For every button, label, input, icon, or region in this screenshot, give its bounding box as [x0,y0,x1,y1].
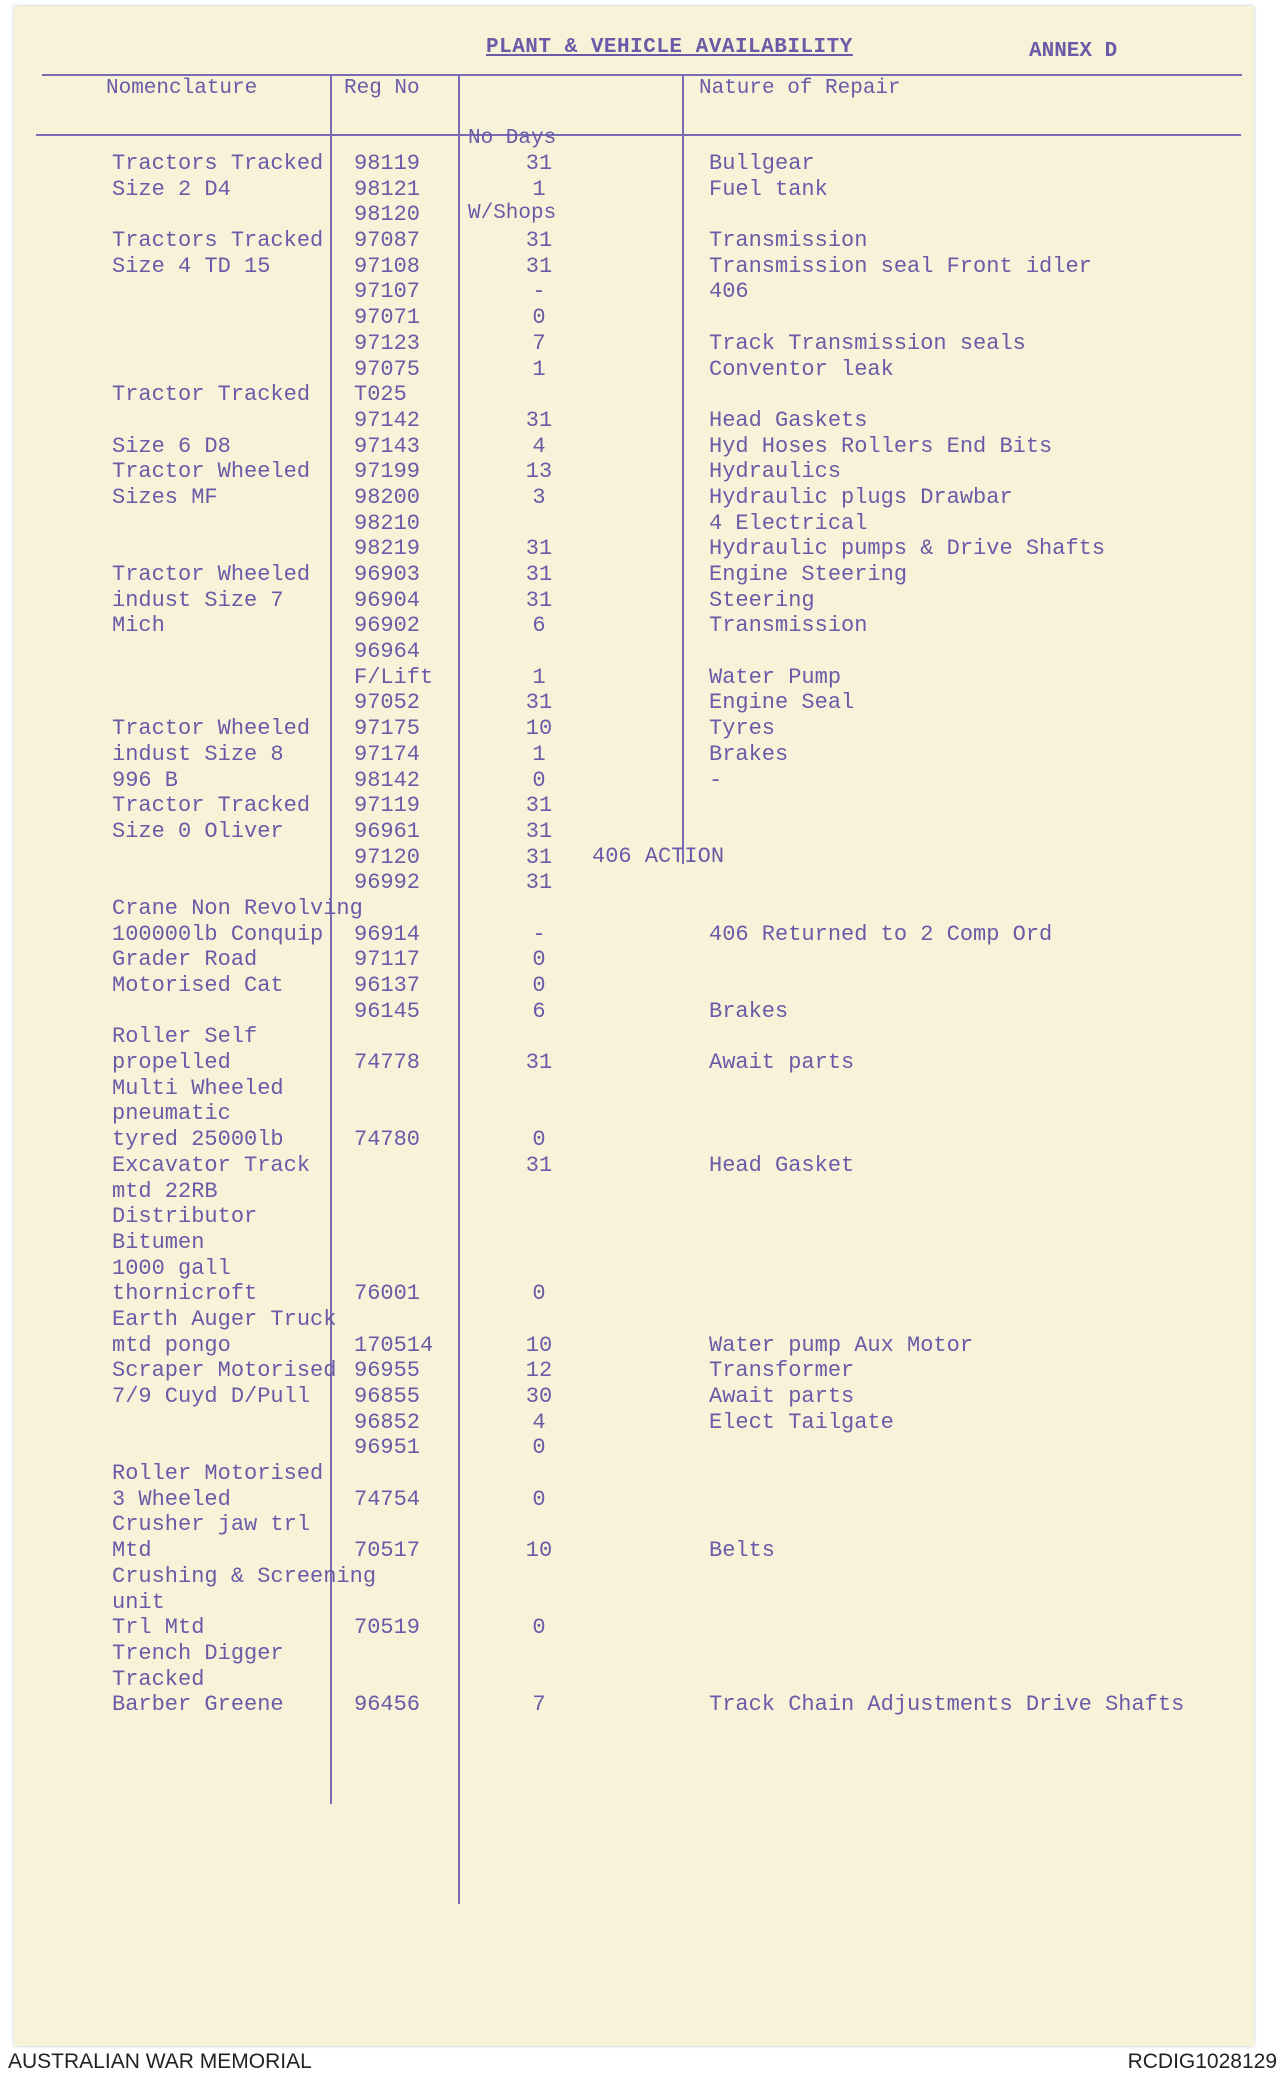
reg-no-cell: 97174 [354,741,421,767]
repair-cell [709,1281,1269,1307]
nomenclature-cell [112,279,337,305]
days-cell: 0 [532,1435,546,1461]
days-cell: 0 [532,1281,546,1307]
days-cell: 31 [525,228,553,254]
nomenclature-cell [112,639,337,665]
nomenclature-cell: Tractors Tracked [112,151,324,176]
reg-no-cell: 96951 [354,1435,421,1461]
days-cell: 1 [532,664,546,690]
nomenclature-cell: mtd 22RB [112,1178,218,1204]
repair-cell [709,1127,1269,1153]
nomenclature-cell [112,357,337,383]
nomenclature-cell: mtd pongo [112,1332,231,1358]
repair-cell: 406 [709,279,749,305]
days-cell: 0 [532,305,546,331]
nomenclature-cell: Crushing & Screening [112,1563,377,1589]
days-cell [519,896,559,922]
nomenclature-cell: 996 B [112,767,179,793]
reg-no-cell: 170514 [354,1332,434,1358]
reg-no-cell: 98142 [354,767,421,793]
nomenclature-cell: Tractor Wheeled [112,562,311,587]
repair-cell: Water pump Aux Motor [709,1332,974,1358]
nomenclature-cell: 1000 gall [112,1255,231,1281]
days-cell: 31 [525,151,553,176]
nomenclature-cell: Size 0 Oliver [112,818,284,844]
reg-no-cell: 97142 [354,407,421,433]
nomenclature-cell: 100000lb Conquip [112,921,324,947]
repair-cell: Transmission [709,613,868,639]
days-cell: 0 [532,1615,546,1641]
days-cell: 31 [525,793,553,819]
repair-cell: Await parts [709,1050,855,1076]
days-cell: 6 [532,998,546,1024]
reg-no-cell: 96955 [354,1358,421,1384]
repair-cell [709,1590,1269,1616]
days-cell: 4 [532,433,546,459]
reg-no-cell: 70517 [354,1538,421,1564]
nomenclature-cell [112,690,337,716]
nomenclature-cell: Earth Auger Truck [112,1306,337,1332]
reg-no-cell: 97107 [354,279,421,305]
repair-cell [709,1435,1269,1461]
nomenclature-cell [112,331,337,357]
reg-no-cell: 97119 [354,793,421,819]
reg-no-cell: 98120 [354,202,421,228]
days-cell: 7 [532,1692,546,1718]
days-cell [519,1667,559,1693]
days-cell: 0 [532,767,546,793]
reg-no-cell: 96855 [354,1384,421,1409]
repair-cell: Elect Tailgate [709,1409,894,1435]
repair-cell: Track Chain Adjustments Drive Shafts [709,1692,1185,1718]
repair-cell [709,1256,1269,1282]
days-cell: 31 [525,690,553,716]
repair-cell [709,1101,1269,1127]
days-cell: 4 [532,1409,546,1435]
nomenclature-cell: Tractor Tracked [112,382,311,408]
days-cell: 31 [525,587,553,613]
nomenclature-cell: Motorised Cat [112,973,284,998]
repair-cell [709,1487,1269,1513]
reg-no-cell: 97123 [354,330,421,356]
repair-cell [709,1307,1269,1333]
reg-no-cell [354,1230,474,1256]
nomenclature-cell: Tracked [112,1666,205,1692]
days-cell: 6 [532,613,546,639]
reg-no-cell: 97052 [354,690,421,716]
reg-no-cell [354,1204,474,1230]
reg-no-cell: 96903 [354,562,421,587]
nomenclature-cell [112,870,337,896]
action-annotation: 406 ACTION [592,844,725,869]
days-cell: 0 [532,947,546,973]
days-cell: - [532,921,546,947]
repair-cell [709,1204,1269,1230]
header-nature-of-repair: Nature of Repair [699,77,901,100]
repair-cell [709,305,1269,331]
repair-cell [709,973,1269,999]
repair-cell: Bullgear [709,151,815,176]
reg-no-cell: 96914 [354,921,421,947]
header-reg-no: Reg No [344,77,420,100]
days-cell [519,1590,559,1616]
repair-cell: Track Transmission seals [709,330,1026,356]
repair-cell [709,1667,1269,1693]
days-cell: - [532,279,546,305]
reg-no-cell: 97143 [354,433,421,459]
reg-no-cell: 96145 [354,998,421,1024]
repair-cell: 4 Electrical [709,510,868,536]
reg-no-cell: 97075 [354,356,421,382]
reg-no-cell: 97117 [354,947,421,973]
repair-cell: Hydraulic plugs Drawbar [709,484,1013,510]
days-cell [519,202,559,228]
reg-no-cell: F/Lift [354,664,434,690]
header-nomenclature: Nomenclature [106,77,258,100]
nomenclature-cell: indust Size 8 [112,741,284,767]
reg-no-cell [354,1512,474,1538]
repair-cell [709,1230,1269,1256]
nomenclature-cell [112,1410,337,1436]
repair-cell: Hydraulic pumps & Drive Shafts [709,536,1106,562]
repair-cell: Transformer [709,1358,855,1384]
days-column [519,151,559,1718]
nomenclature-cell: Sizes MF [112,484,218,510]
repair-cell: Brakes [709,998,789,1024]
reg-no-cell [354,1076,474,1102]
reg-no-cell: 96992 [354,870,421,896]
nomenclature-cell: Trench Digger [112,1640,284,1666]
nomenclature-cell [112,408,337,434]
days-cell [519,382,559,408]
days-cell: 31 [525,536,553,562]
reg-no-cell: 98121 [354,176,421,202]
days-cell: 7 [532,330,546,356]
nomenclature-cell: 3 Wheeled [112,1486,231,1512]
days-cell: 10 [525,1538,553,1564]
nomenclature-cell: indust Size 7 [112,587,284,613]
repair-cell: Steering [709,587,815,613]
document-title: PLANT & VEHICLE AVAILABILITY [486,36,853,59]
nomenclature-cell: Tractor Tracked [112,793,311,819]
nomenclature-cell: Multi Wheeled [112,1075,284,1101]
days-cell [519,1230,559,1256]
nomenclature-cell [112,845,337,871]
repair-cell [709,1615,1269,1641]
reg-no-cell [354,896,474,922]
nomenclature-cell: Size 2 D4 [112,176,231,202]
reg-no-cell: 74754 [354,1486,421,1512]
nomenclature-cell: Mtd [112,1538,152,1564]
reg-no-cell [354,1564,474,1590]
column-divider-3 [682,74,684,864]
reg-no-cell: 98219 [354,536,421,562]
reg-no-cell: 97108 [354,253,421,279]
repair-cell [709,1461,1269,1487]
repair-cell: Engine Seal [709,690,855,716]
nomenclature-cell: Tractor Wheeled [112,459,311,485]
repair-cell: Await parts [709,1384,855,1409]
days-cell: 3 [532,484,546,510]
nomenclature-cell [112,999,337,1025]
reg-no-cell: 97087 [354,228,421,254]
nomenclature-cell: Scraper Motorised [112,1358,337,1384]
nomenclature-cell [112,511,337,537]
reg-no-cell [354,1153,474,1179]
days-cell: 30 [525,1384,553,1409]
annex-label: ANNEX D [1029,40,1118,63]
repair-cell: Hydraulics [709,459,842,485]
reg-no-cell: 96902 [354,613,421,639]
reg-no-cell: T025 [354,382,407,408]
days-cell: 13 [525,459,553,485]
reg-no-cell: 96964 [354,639,421,665]
reg-no-cell: 97071 [354,305,421,331]
reg-no-cell: 96456 [354,1692,421,1718]
nomenclature-cell: Tractor Wheeled [112,716,311,742]
reg-no-cell: 97175 [354,716,421,742]
days-cell [519,1179,559,1205]
nomenclature-cell: Roller Self [112,1024,258,1050]
days-cell: 31 [525,407,553,433]
repair-cell [709,1179,1269,1205]
nomenclature-cell [112,202,337,228]
reg-no-cell: 98210 [354,510,421,536]
repair-cell: - [709,767,723,793]
nomenclature-cell: Crane Non Revolving [112,895,363,921]
days-cell [519,1564,559,1590]
repair-cell [709,382,1269,408]
reg-no-cell: 96137 [354,973,421,998]
repair-cell: Brakes [709,741,789,767]
nomenclature-cell: 7/9 Cuyd D/Pull [112,1384,311,1409]
reg-no-cell [354,1256,474,1282]
days-cell: 0 [532,1486,546,1512]
reg-no-cell [354,1307,474,1333]
reg-no-cell: 96961 [354,818,421,844]
footer-left: AUSTRALIAN WAR MEMORIAL [8,2050,312,2073]
days-cell: 31 [525,818,553,844]
reg-no-cell: 97120 [354,844,421,870]
repair-cell: Head Gaskets [709,407,868,433]
days-cell: 1 [532,356,546,382]
repair-cell: Tyres [709,716,776,742]
repair-cell: Water Pump [709,664,842,690]
repair-cell [709,819,1269,845]
nomenclature-cell [112,305,337,331]
nomenclature-cell: Excavator Track [112,1152,311,1178]
days-cell: 10 [525,1332,553,1358]
nomenclature-cell: tyred 25000lb [112,1127,284,1153]
repair-cell [709,896,1269,922]
nature-of-repair-column [709,151,1269,1718]
days-cell: 31 [525,870,553,896]
repair-cell [709,1564,1269,1590]
days-cell [519,1307,559,1333]
reg-no-cell: 74780 [354,1127,421,1153]
reg-no-cell: 96852 [354,1409,421,1435]
nomenclature-cell: Tractors Tracked [112,228,324,254]
nomenclature-cell: Distributor [112,1204,258,1230]
days-cell: 1 [532,741,546,767]
nomenclature-cell: thornicroft [112,1281,258,1307]
days-cell: 0 [532,973,546,998]
reg-no-cell: 76001 [354,1281,421,1307]
repair-cell: Head Gasket [709,1152,855,1178]
days-cell [519,639,559,665]
footer-right: RCDIG1028129 [1127,2050,1277,2073]
reg-no-cell [354,1461,474,1487]
nomenclature-cell: Bitumen [112,1229,205,1255]
days-cell [519,1256,559,1282]
nomenclature-cell: unit [112,1589,165,1615]
reg-no-cell: 98119 [354,151,421,176]
days-cell [519,1204,559,1230]
reg-no-cell [354,1024,474,1050]
repair-cell [709,639,1269,665]
days-cell: 31 [525,1050,553,1076]
repair-cell [709,845,1269,871]
days-cell: 12 [525,1358,553,1384]
nomenclature-cell: Size 6 D8 [112,433,231,459]
header-bottom-rule [36,134,1241,136]
reg-no-cell [354,1179,474,1205]
nomenclature-cell: Size 4 TD 15 [112,253,271,279]
reg-no-cell [354,1101,474,1127]
document-page [14,6,1254,2046]
days-cell [519,511,559,537]
nomenclature-cell: Grader Road [112,947,258,973]
repair-cell: Transmission [709,228,868,254]
reg-no-cell [354,1667,474,1693]
days-cell [519,1024,559,1050]
days-cell: 31 [525,562,553,587]
nomenclature-cell [112,1435,337,1461]
days-cell: 10 [525,716,553,742]
reg-no-column [354,151,474,1718]
nomenclature-column [112,151,377,1718]
nomenclature-cell [112,665,337,691]
repair-cell [709,1076,1269,1102]
nomenclature-cell: Trl Mtd [112,1615,205,1641]
days-cell: 1 [532,176,546,202]
nomenclature-cell: Barber Greene [112,1692,284,1718]
days-cell [519,1512,559,1538]
days-cell [519,1101,559,1127]
repair-cell [709,1024,1269,1050]
days-cell [519,1076,559,1102]
days-cell [519,1461,559,1487]
reg-no-cell: 98200 [354,484,421,510]
nomenclature-cell: Roller Motorised [112,1461,324,1487]
header-no-days-line2: W/Shops [468,202,557,225]
nomenclature-cell [112,536,337,562]
repair-cell: Hyd Hoses Rollers End Bits [709,433,1053,459]
repair-cell: Fuel tank [709,176,828,202]
repair-cell: Conventor leak [709,356,894,382]
days-cell: 31 [525,1152,553,1178]
reg-no-cell [354,1641,474,1667]
nomenclature-cell: pneumatic [112,1101,231,1127]
repair-cell [709,870,1269,896]
reg-no-cell: 97199 [354,459,421,485]
reg-no-cell: 96904 [354,587,421,613]
reg-no-cell [354,1590,474,1616]
repair-cell: Transmission seal Front idler [709,253,1092,279]
nomenclature-cell: propelled [112,1050,231,1076]
nomenclature-cell: Mich [112,613,165,639]
reg-no-cell: 70519 [354,1615,421,1641]
repair-cell [709,947,1269,973]
reg-no-cell: 74778 [354,1050,421,1076]
days-cell: 31 [525,844,553,870]
repair-cell [709,1641,1269,1667]
repair-cell: Engine Steering [709,562,908,587]
repair-cell [709,793,1269,819]
header-no-days-line1: No Days [468,127,557,150]
repair-cell [709,202,1269,228]
repair-cell: Belts [709,1538,776,1564]
repair-cell [709,1512,1269,1538]
repair-cell: 406 Returned to 2 Comp Ord [709,921,1053,947]
days-cell: 31 [525,253,553,279]
days-cell: 0 [532,1127,546,1153]
nomenclature-cell: Crusher jaw trl [112,1512,311,1538]
days-cell [519,1641,559,1667]
